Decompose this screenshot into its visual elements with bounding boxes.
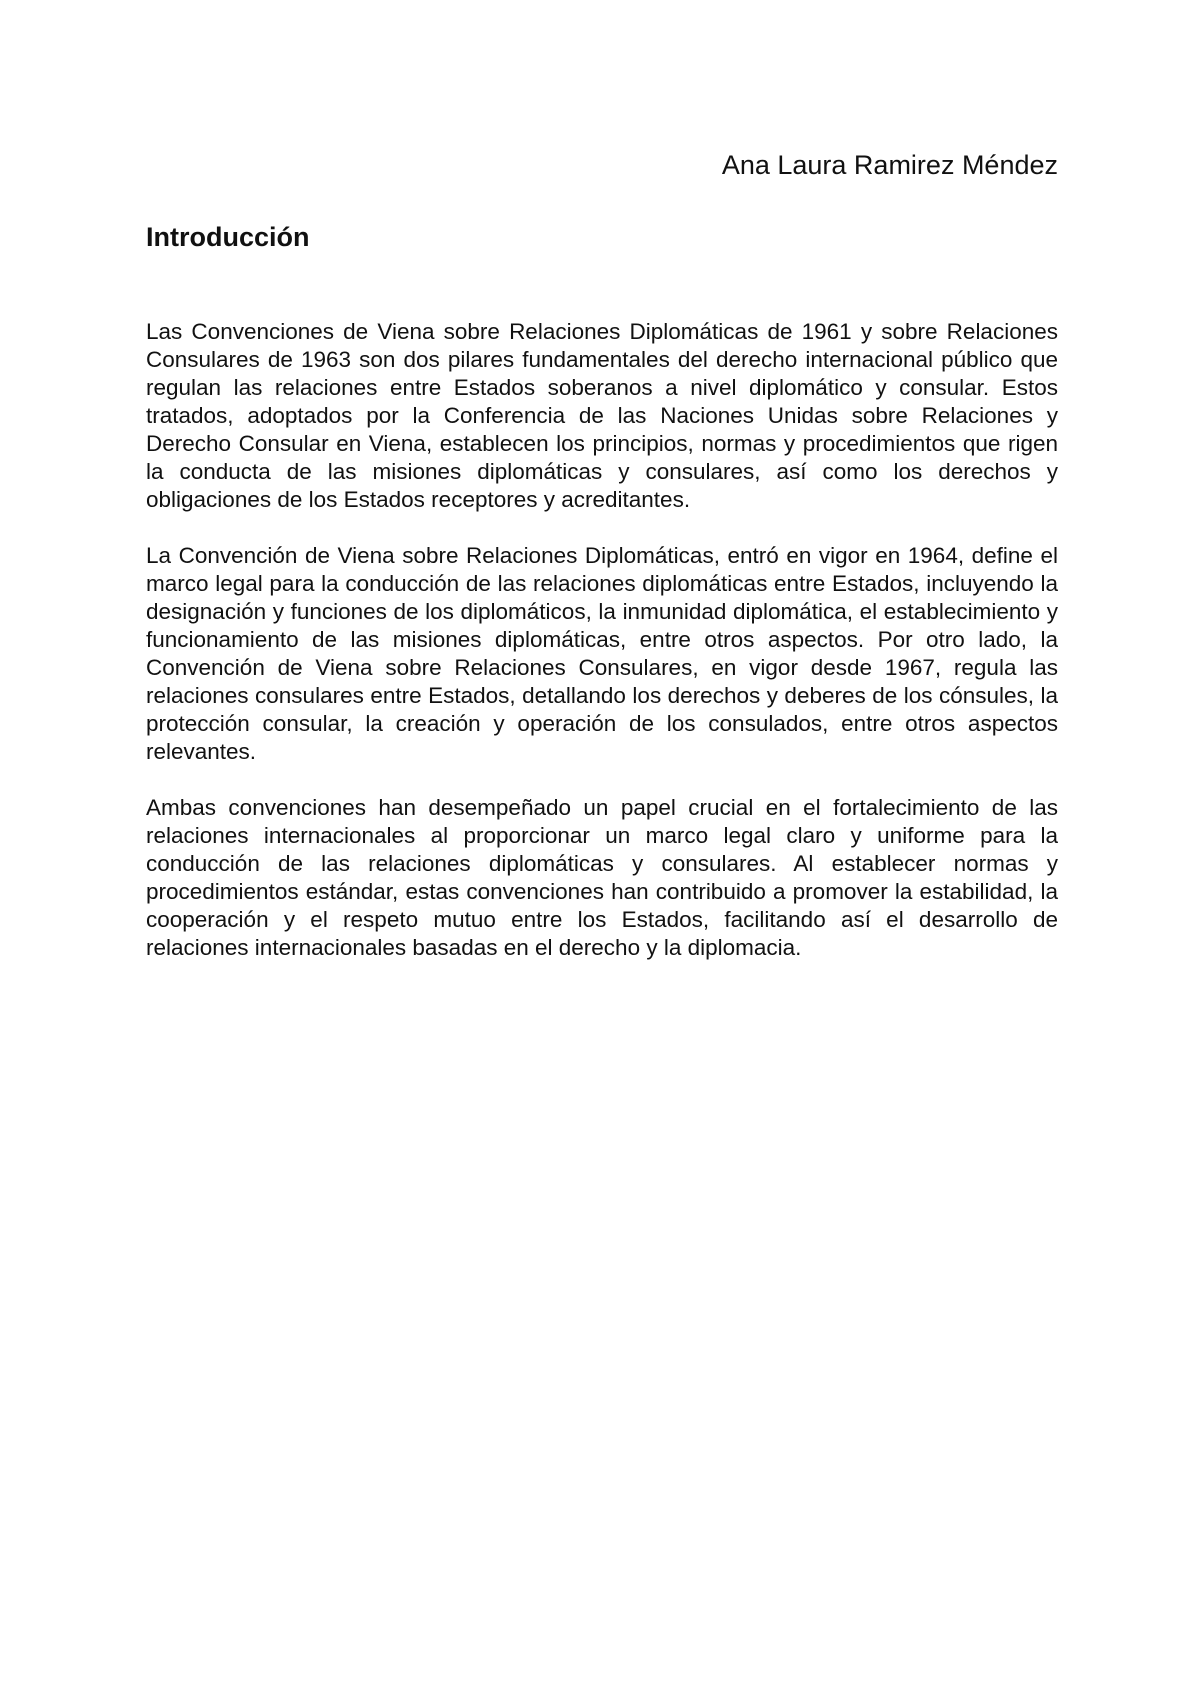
paragraph-3: Ambas convenciones han desempeñado un papel crucial en el fortalecimiento de las relaciones internacionales al proporcionar un marco legal claro y uniforme para la conducción de las relaciones diplomáticas y consulares. Al establecer normas y procedimientos estándar, estas convenciones han contribuido a promover la estabilidad, la cooperación y el respeto mutuo entre los Estados, facilitando así el desarrollo de relaciones internacionales basadas en el derecho y la diplomacia. <box>146 795 1058 960</box>
paragraph-2: La Convención de Viena sobre Relaciones Diplomáticas, entró en vigor en 1964, define el marco legal para la conducción de las relaciones diplomáticas entre Estados, incluyendo la designación y funciones de los diplomáticos, la inmunidad diplomática, el establecimiento y funcionamiento de las misiones diplomáticas, entre otros aspectos. Por otro lado, la Convención de Viena sobre Relaciones Consulares, en vigor desde 1967, regula las relaciones consulares entre Estados, detallando los derechos y deberes de los cónsules, la protección consular, la creación y operación de los consulados, entre otros aspectos relevantes. <box>146 543 1058 764</box>
body-text <box>146 318 1058 990</box>
author-name: Ana Laura Ramirez Méndez <box>721 150 1058 180</box>
paragraph-1: Las Convenciones de Viena sobre Relaciones Diplomáticas de 1961 y sobre Relaciones Consulares de 1963 son dos pilares fundamentales del derecho internacional público que regulan las relaciones entre Estados soberanos a nivel diplomático y consular. Estos tratados, adoptados por la Conferencia de las Naciones Unidas sobre Relaciones y Derecho Consular en Viena, establecen los principios, normas y procedimientos que rigen la conducta de las misiones diplomáticas y consulares, así como los derechos y obligaciones de los Estados receptores y acreditantes. <box>146 319 1058 512</box>
section-heading: Introducción <box>146 222 310 252</box>
